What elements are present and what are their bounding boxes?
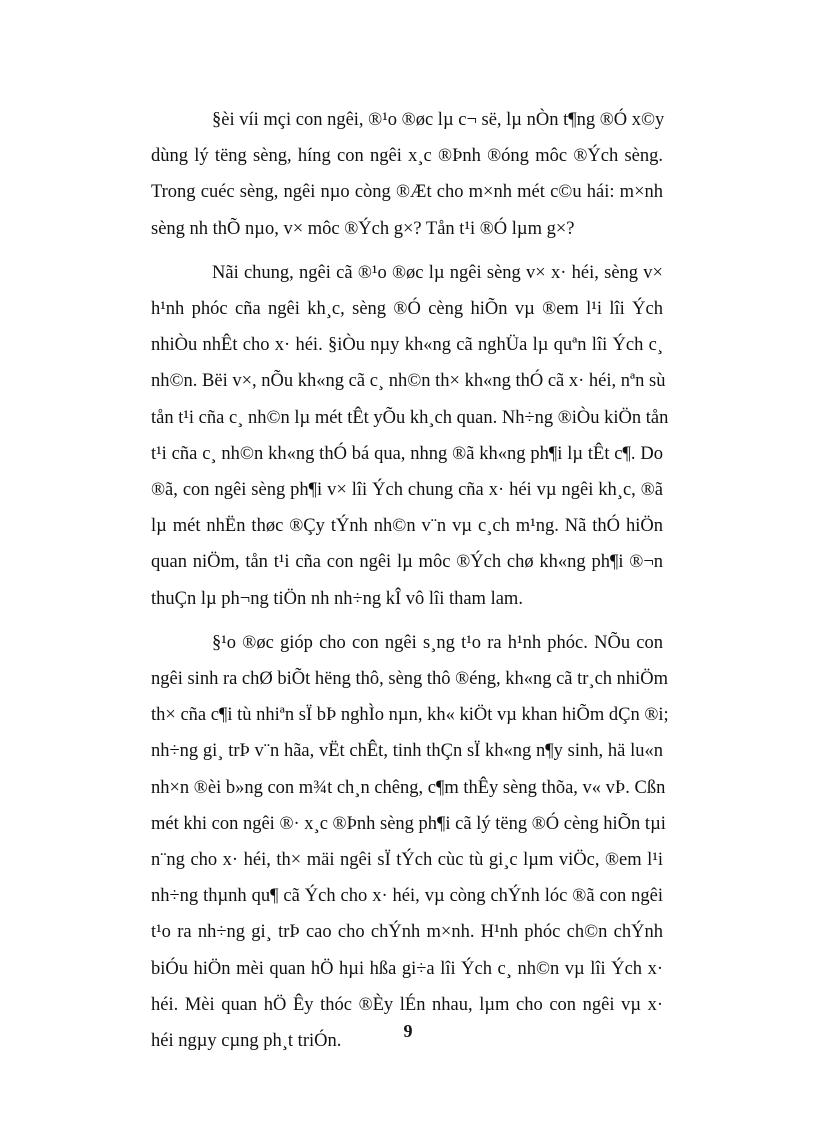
paragraph-2: [151, 255, 669, 617]
paragraph-line: héi ngµy cµng ph¸t triÓn.: [151, 1031, 342, 1052]
paragraph-line: th× cña c¶i tù nhiªn sÏ bÞ nghÌo nµn, kh« kiÖt vµ khan hiÕm dÇn ®i;: [151, 705, 669, 726]
paragraph-line: t¹i cña c¸ nh©n kh«ng thÓ bá qua, nhng ®ã kh«ng ph¶i lµ tÊt c¶. Do: [151, 443, 663, 464]
paragraph-line: §èi víi mçi con ngêi, ®¹o ®øc lµ c¬ së, lµ nÒn t¶ng ®Ó x©y: [212, 110, 665, 130]
paragraph-line: h¹nh phóc cña ngêi kh¸c, sèng ®Ó cèng hiÕn vµ ®em l¹i lîi Ých: [151, 299, 663, 320]
paragraph-line: nh×n ®èi b»ng con m¾t ch¸n chêng, c¶m thÊy sèng thõa, v« vÞ. Cßn: [151, 777, 666, 798]
paragraph-line: ®ã, con ngêi sèng ph¶i v× lîi Ých chung cña x· héi vµ ngêi kh¸c, ®ã: [151, 480, 663, 501]
paragraph-line: quan niÖm, tån t¹i cña con ngêi lµ môc ®Ých chø kh«ng ph¶i ®¬n: [151, 552, 663, 573]
paragraph-line: mét khi con ngêi ®· x¸c ®Þnh sèng ph¶i cã lý tëng ®Ó cèng hiÕn tµi: [151, 813, 666, 834]
paragraph-line: nh÷ng thµnh qu¶ cã Ých cho x· héi, vµ còng chÝnh lóc ®ã con ngêi: [151, 886, 663, 907]
paragraph-line: nhiÒu nhÊt cho x· héi. §iÒu nµy kh«ng cã nghÜa lµ quªn lîi Ých c¸: [151, 335, 663, 356]
paragraph-1: [151, 102, 663, 247]
page-number: 9: [403, 1021, 413, 1041]
paragraph-line: Nãi chung, ngêi cã ®¹o ®øc lµ ngêi sèng v× x· héi, sèng v×: [212, 262, 663, 283]
paragraph-line: t¹o ra nh÷ng gi¸ trÞ cao cho chÝnh m×nh. H¹nh phóc ch©n chÝnh: [151, 922, 663, 943]
paragraph-line: Trong cuéc sèng, ngêi nµo còng ®Æt cho m×nh mét c©u hái: m×nh: [151, 182, 663, 203]
paragraph-3: [151, 625, 669, 1059]
paragraph-line: sèng nh thÕ nµo, v× môc ®Ých g×? Tån t¹i ®Ó lµm g×?: [151, 218, 575, 239]
paragraph-line: ngêi sinh ra chØ biÕt hëng thô, sèng thô ®éng, kh«ng cã tr¸ch nhiÖm: [151, 669, 669, 690]
paragraph-line: biÓu hiÖn mèi quan hÖ hµi hßa gi÷a lîi Ých c¸ nh©n vµ lîi Ých x·: [151, 958, 663, 979]
paragraph-line: §¹o ®øc gióp cho con ngêi s¸ng t¹o ra h¹nh phóc. NÕu con: [212, 632, 663, 653]
paragraph-line: tån t¹i cña c¸ nh©n lµ mét tÊt yÕu kh¸ch quan. Nh÷ng ®iÒu kiÖn tån: [151, 407, 669, 428]
paragraph-line: thuÇn lµ ph¬ng tiÖn nh nh÷ng kÎ vô lîi tham lam.: [151, 588, 523, 609]
paragraph-line: n¨ng cho x· héi, th× mäi ngêi sÏ tÝch cùc tù gi¸c lµm viÖc, ®em l¹i: [151, 850, 663, 871]
paragraph-line: nh©n. Bëi v×, nÕu kh«ng cã c¸ nh©n th× kh«ng thÓ cã x· héi, nªn sù: [151, 371, 666, 392]
paragraph-line: héi. Mèi quan hÖ Êy thóc ®Èy lÉn nhau, lµm cho con ngêi vµ x·: [151, 994, 663, 1015]
paragraph-line: dùng lý tëng sèng, híng con ngêi x¸c ®Þnh ®óng môc ®Ých sèng.: [151, 146, 663, 167]
paragraph-line: nh÷ng gi¸ trÞ v¨n hãa, vËt chÊt, tinh thÇn sÏ kh«ng n¶y sinh, hä lu«n: [151, 741, 663, 762]
body-text: [151, 102, 669, 1059]
paragraph-line: lµ mét nhËn thøc ®Çy tÝnh nh©n v¨n vµ c¸ch m¹ng. Nã thÓ hiÖn: [151, 516, 663, 537]
